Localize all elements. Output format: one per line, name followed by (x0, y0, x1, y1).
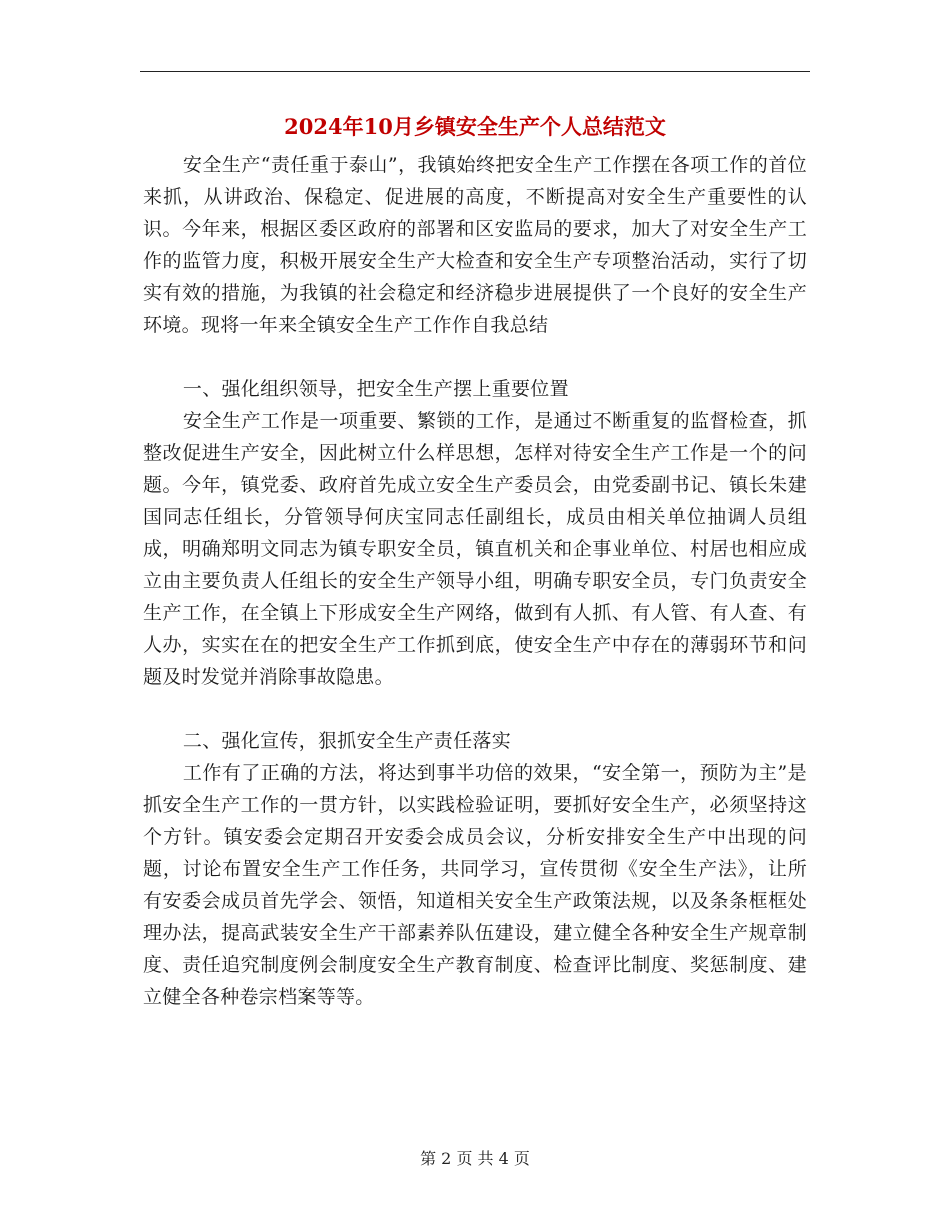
section-1-heading: 一、强化组织领导，把安全生产摆上重要位置 (182, 378, 569, 400)
section-2-paragraph: 工作有了正确的方法，将达到事半功倍的效果，“安全第一，预防为主”是抓安全生产工作的一贯方针，以实践检验证明，要抓好安全生产，必须坚持这个方针。镇安委会定期召开安委会成员会议，分析安排安全生产中出现的问题，讨论布置安全生产工作任务，共同学习，宣传贯彻《安全生产法》，让所有安委会成员首先学会、领悟，知道相关安全生产政策法规，以及条条框框处理办法，提高武装安全生产干部素养队伍建设，建立健全各种安全生产规章制度、责任追究制度例会制度安全生产教育制度、检查评比制度、奖惩制度、建立健全各种卷宗档案等等。 (143, 762, 807, 1008)
document-title: 2024年10月乡镇安全生产个人总结范文 (284, 114, 666, 139)
section-2-heading: 二、强化宣传，狠抓安全生产责任落实 (182, 730, 511, 752)
paragraph-gap (143, 693, 807, 725)
header-rule (140, 71, 810, 72)
document-body (143, 149, 807, 1013)
intro-paragraph: 安全生产“责任重于泰山”，我镇始终把安全生产工作摆在各项工作的首位来抓，从讲政治、保稳定、促进展的高度，不断提高对安全生产重要性的认识。今年来，根据区委区政府的部署和区安监局的要求，加大了对安全生产工作的监管力度，积极开展安全生产大检查和安全生产专项整治活动，实行了切实有效的措施，为我镇的社会稳定和经济稳步进展提供了一个良好的安全生产环境。现将一年来全镇安全生产工作作自我总结 (143, 154, 807, 336)
section-1-paragraph: 安全生产工作是一项重要、繁锁的工作，是通过不断重复的监督检查，抓整改促进生产安全，因此树立什么样思想，怎样对待安全生产工作是一个的问题。今年，镇党委、政府首先成立安全生产委员会，由党委副书记、镇长朱建国同志任组长，分管领导何庆宝同志任副组长，成员由相关单位抽调人员组成，明确郑明文同志为镇专职安全员，镇直机关和企事业单位、村居也相应成立由主要负责人任组长的安全生产领导小组，明确专职安全员，专门负责安全生产工作，在全镇上下形成安全生产网络，做到有人抓、有人管、有人查、有人办，实实在在的把安全生产工作抓到底，使安全生产中存在的薄弱环节和问题及时发觉并消除事故隐患。 (143, 410, 807, 688)
page-number: 第 2 页 共 4 页 (420, 1149, 530, 1168)
paragraph-gap (143, 341, 807, 373)
